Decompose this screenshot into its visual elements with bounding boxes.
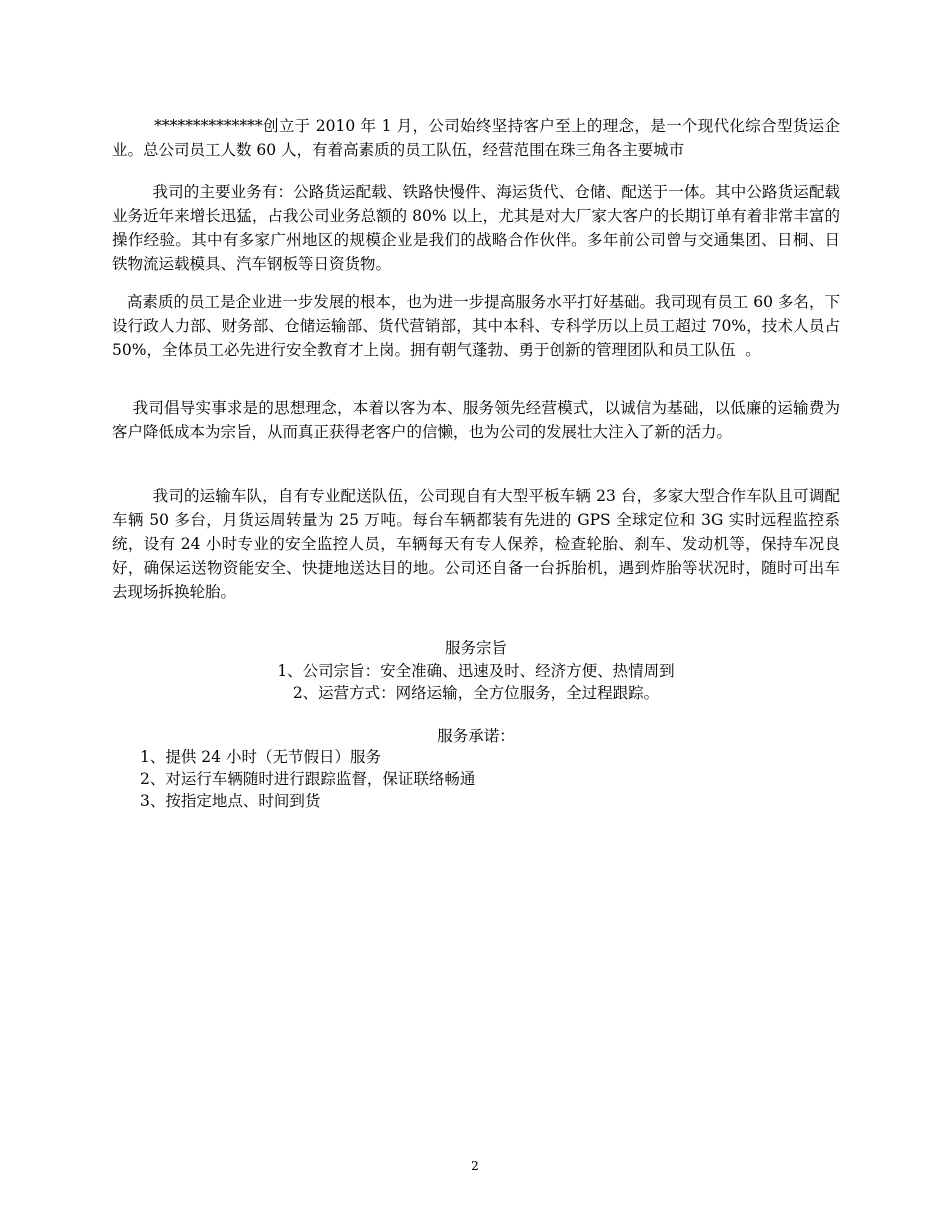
paragraph-philosophy: 我司倡导实事求是的思想理念，本着以客为本、服务领先经营模式，以诚信为基础，以低廉的运输费为客户降低成本为宗旨，从而真正获得老客户的信懒，也为公司的发展壮大注入了新的活力。: [112, 399, 840, 441]
service-purpose-heading: 服务宗旨: [444, 639, 507, 657]
service-purpose-item: 2、运营方式：网络运输，全方位服务，全过程跟踪。: [292, 684, 660, 702]
service-promise-heading: 服务承诺：: [437, 727, 515, 745]
paragraph-staff: 高素质的员工是企业进一步发展的根本，也为进一步提高服务水平打好基础。我司现有员工 60 多名，下设行政人力部、财务部、仓储运输部、货代营销部，其中本科、专科学历以上员工超过 70%，技术人员占 50%，全体员工必先进行安全教育才上岗。拥有朝气蓬勃、勇于创新的管理团队和员工队伍 。: [112, 293, 845, 359]
service-promise-item: 3、按指定地点、时间到货: [140, 792, 321, 810]
service-promise-item: 1、提供 24 小时（无节假日）服务: [140, 748, 381, 766]
paragraph-fleet: 我司的运输车队，自有专业配送队伍，公司现自有大型平板车辆 23 台，多家大型合作车队且可调配车辆 50 多台，月货运周转量为 25 万吨。每台车辆都装有先进的 GPS 全球定位和 3G 实时远程监控系统，设有 24 小时专业的安全监控人员，车辆每天有专人保养，检查轮胎、刹车、发动机等，保持车况良好，确保运送物资能安全、快捷地送达目的地。公司还自备一台拆胎机，遇到炸胎等状况时，随时可出车去现场拆换轮胎。: [112, 487, 840, 601]
paragraph-company-intro: **************创立于 2010 年 1 月，公司始终坚持客户至上的理念，是一个现代化综合型货运企业。总公司员工人数 60 人，有着高素质的员工队伍，经营范围在珠三角各主要城市: [112, 117, 840, 159]
service-purpose-item: 1、公司宗旨：安全准确、迅速及时、经济方便、热情周到: [277, 662, 675, 680]
paragraph-main-business: 我司的主要业务有：公路货运配载、铁路快慢件、海运货代、仓储、配送于一体。其中公路货运配载业务近年来增长迅猛，占我公司业务总额的 80% 以上，尤其是对大厂家大客户的长期订单有着非常丰富的操作经验。其中有多家广州地区的规模企业是我们的战略合作伙伴。多年前公司曾与交通集团、日桐、日铁物流运载模具、汽车钢板等日资货物。: [112, 183, 840, 273]
page-number: 2: [471, 1159, 479, 1173]
service-promise-item: 2、对运行车辆随时进行跟踪监督，保证联络畅通: [140, 770, 476, 788]
